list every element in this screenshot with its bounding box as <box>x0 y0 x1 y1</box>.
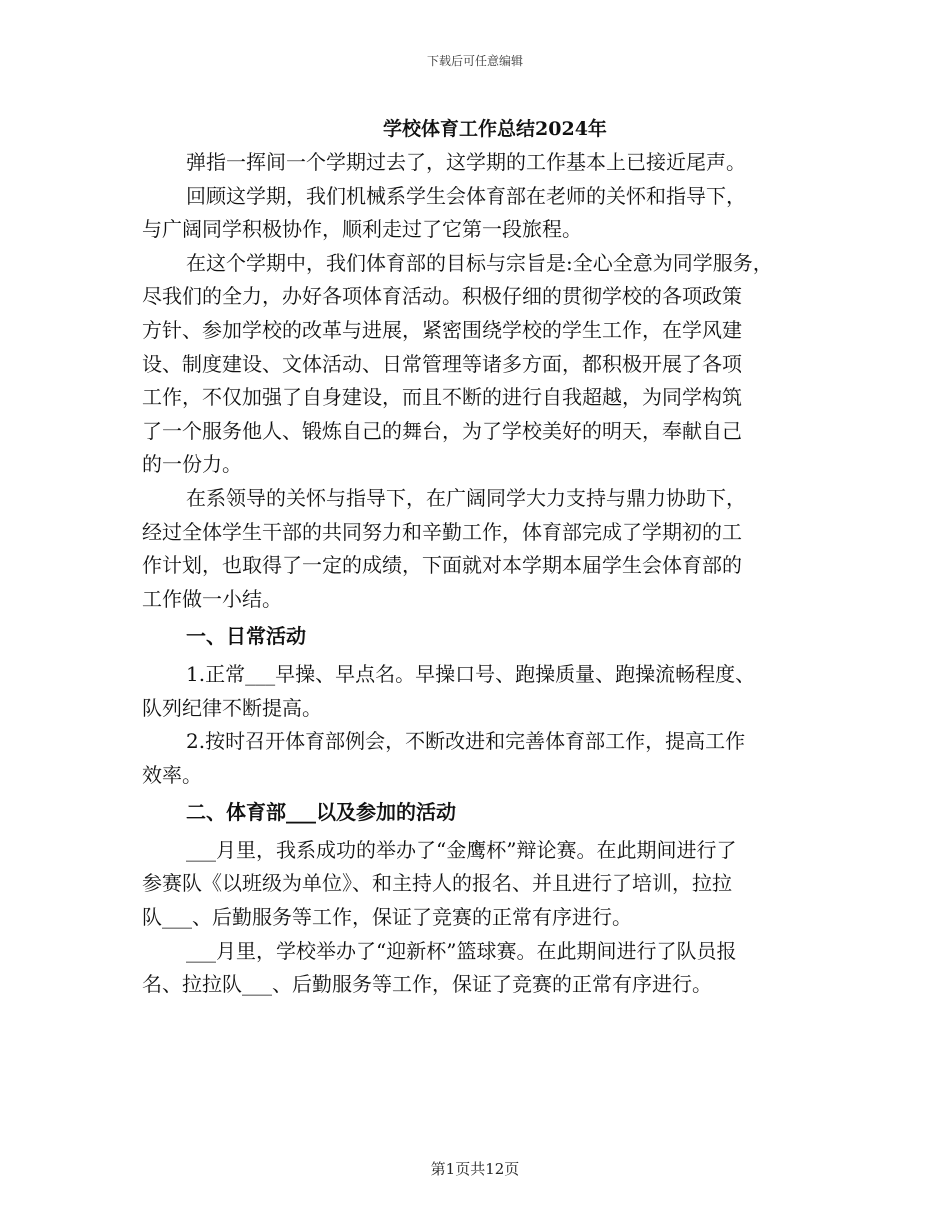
paragraph-line: 与广阔同学积极协作，顺利走过了它第一段旅程。 <box>142 217 582 242</box>
paragraph-line: 名、拉拉队___、后勤服务等工作，保证了竞赛的正常有序进行。 <box>142 972 712 997</box>
paragraph-line: 工作，不仅加强了自身建设，而且不断的进行自我超越，为同学构筑 <box>142 385 742 410</box>
section-heading: 二、体育部___以及参加的活动 <box>186 800 456 825</box>
page-footer: 第1页共12页 <box>430 1160 520 1178</box>
paragraph-line: ___月里，学校举办了“迎新杯”篮球赛。在此期间进行了队员报 <box>186 938 737 963</box>
paragraph-line: 弹指一挥间一个学期过去了，这学期的工作基本上已接近尾声。 <box>186 150 746 174</box>
paragraph-line: 效率。 <box>142 762 202 787</box>
document-body <box>142 146 812 1002</box>
paragraph-line: 参赛队《以班级为单位》、和主持人的报名、并且进行了培训，拉拉 <box>142 871 732 896</box>
paragraph-line: 队列纪律不断提高。 <box>142 695 322 720</box>
section-heading: 一、日常活动 <box>186 624 306 649</box>
paragraph-line: 作计划，也取得了一定的成绩，下面就对本学期本届学生会体育部的 <box>142 553 742 578</box>
paragraph-line: 1.正常___早操、早点名。早操口号、跑操质量、跑操流畅程度、 <box>186 661 756 686</box>
paragraph-line: 了一个服务他人、锻炼自己的舞台，为了学校美好的明天，奉献自己 <box>142 418 742 443</box>
paragraph-line: 经过全体学生干部的共同努力和辛勤工作，体育部完成了学期初的工 <box>142 519 742 544</box>
paragraph-line: 工作做一小结。 <box>142 586 282 611</box>
header-note: 下载后可任意编辑 <box>426 54 523 68</box>
paragraph-line: 尽我们的全力，办好各项体育活动。积极仔细的贯彻学校的各项政策 <box>142 284 742 309</box>
paragraph-line: 回顾这学期，我们机械系学生会体育部在老师的关怀和指导下， <box>186 183 746 208</box>
paragraph-line: 的一份力。 <box>142 452 242 477</box>
paragraph-line: ___月里，我系成功的举办了“金鹰杯”辩论赛。在此期间进行了 <box>186 837 737 862</box>
paragraph-line: 在这个学期中，我们体育部的目标与宗旨是:全心全意为同学服务， <box>186 250 773 275</box>
paragraph-line: 2.按时召开体育部例会，不断改进和完善体育部工作，提高工作 <box>186 729 746 754</box>
paragraph-line: 方针、参加学校的改革与进展，紧密围绕学校的学生工作，在学风建 <box>142 317 742 342</box>
paragraph-line: 队___、后勤服务等工作，保证了竞赛的正常有序进行。 <box>142 905 632 930</box>
paragraph-line: 在系领导的关怀与指导下，在广阔同学大力支持与鼎力协助下， <box>186 485 746 510</box>
paragraph-line: 设、制度建设、文体活动、日常管理等诸多方面，都积极开展了各项 <box>142 351 742 376</box>
document-title: 学校体育工作总结2024年 <box>383 118 607 140</box>
